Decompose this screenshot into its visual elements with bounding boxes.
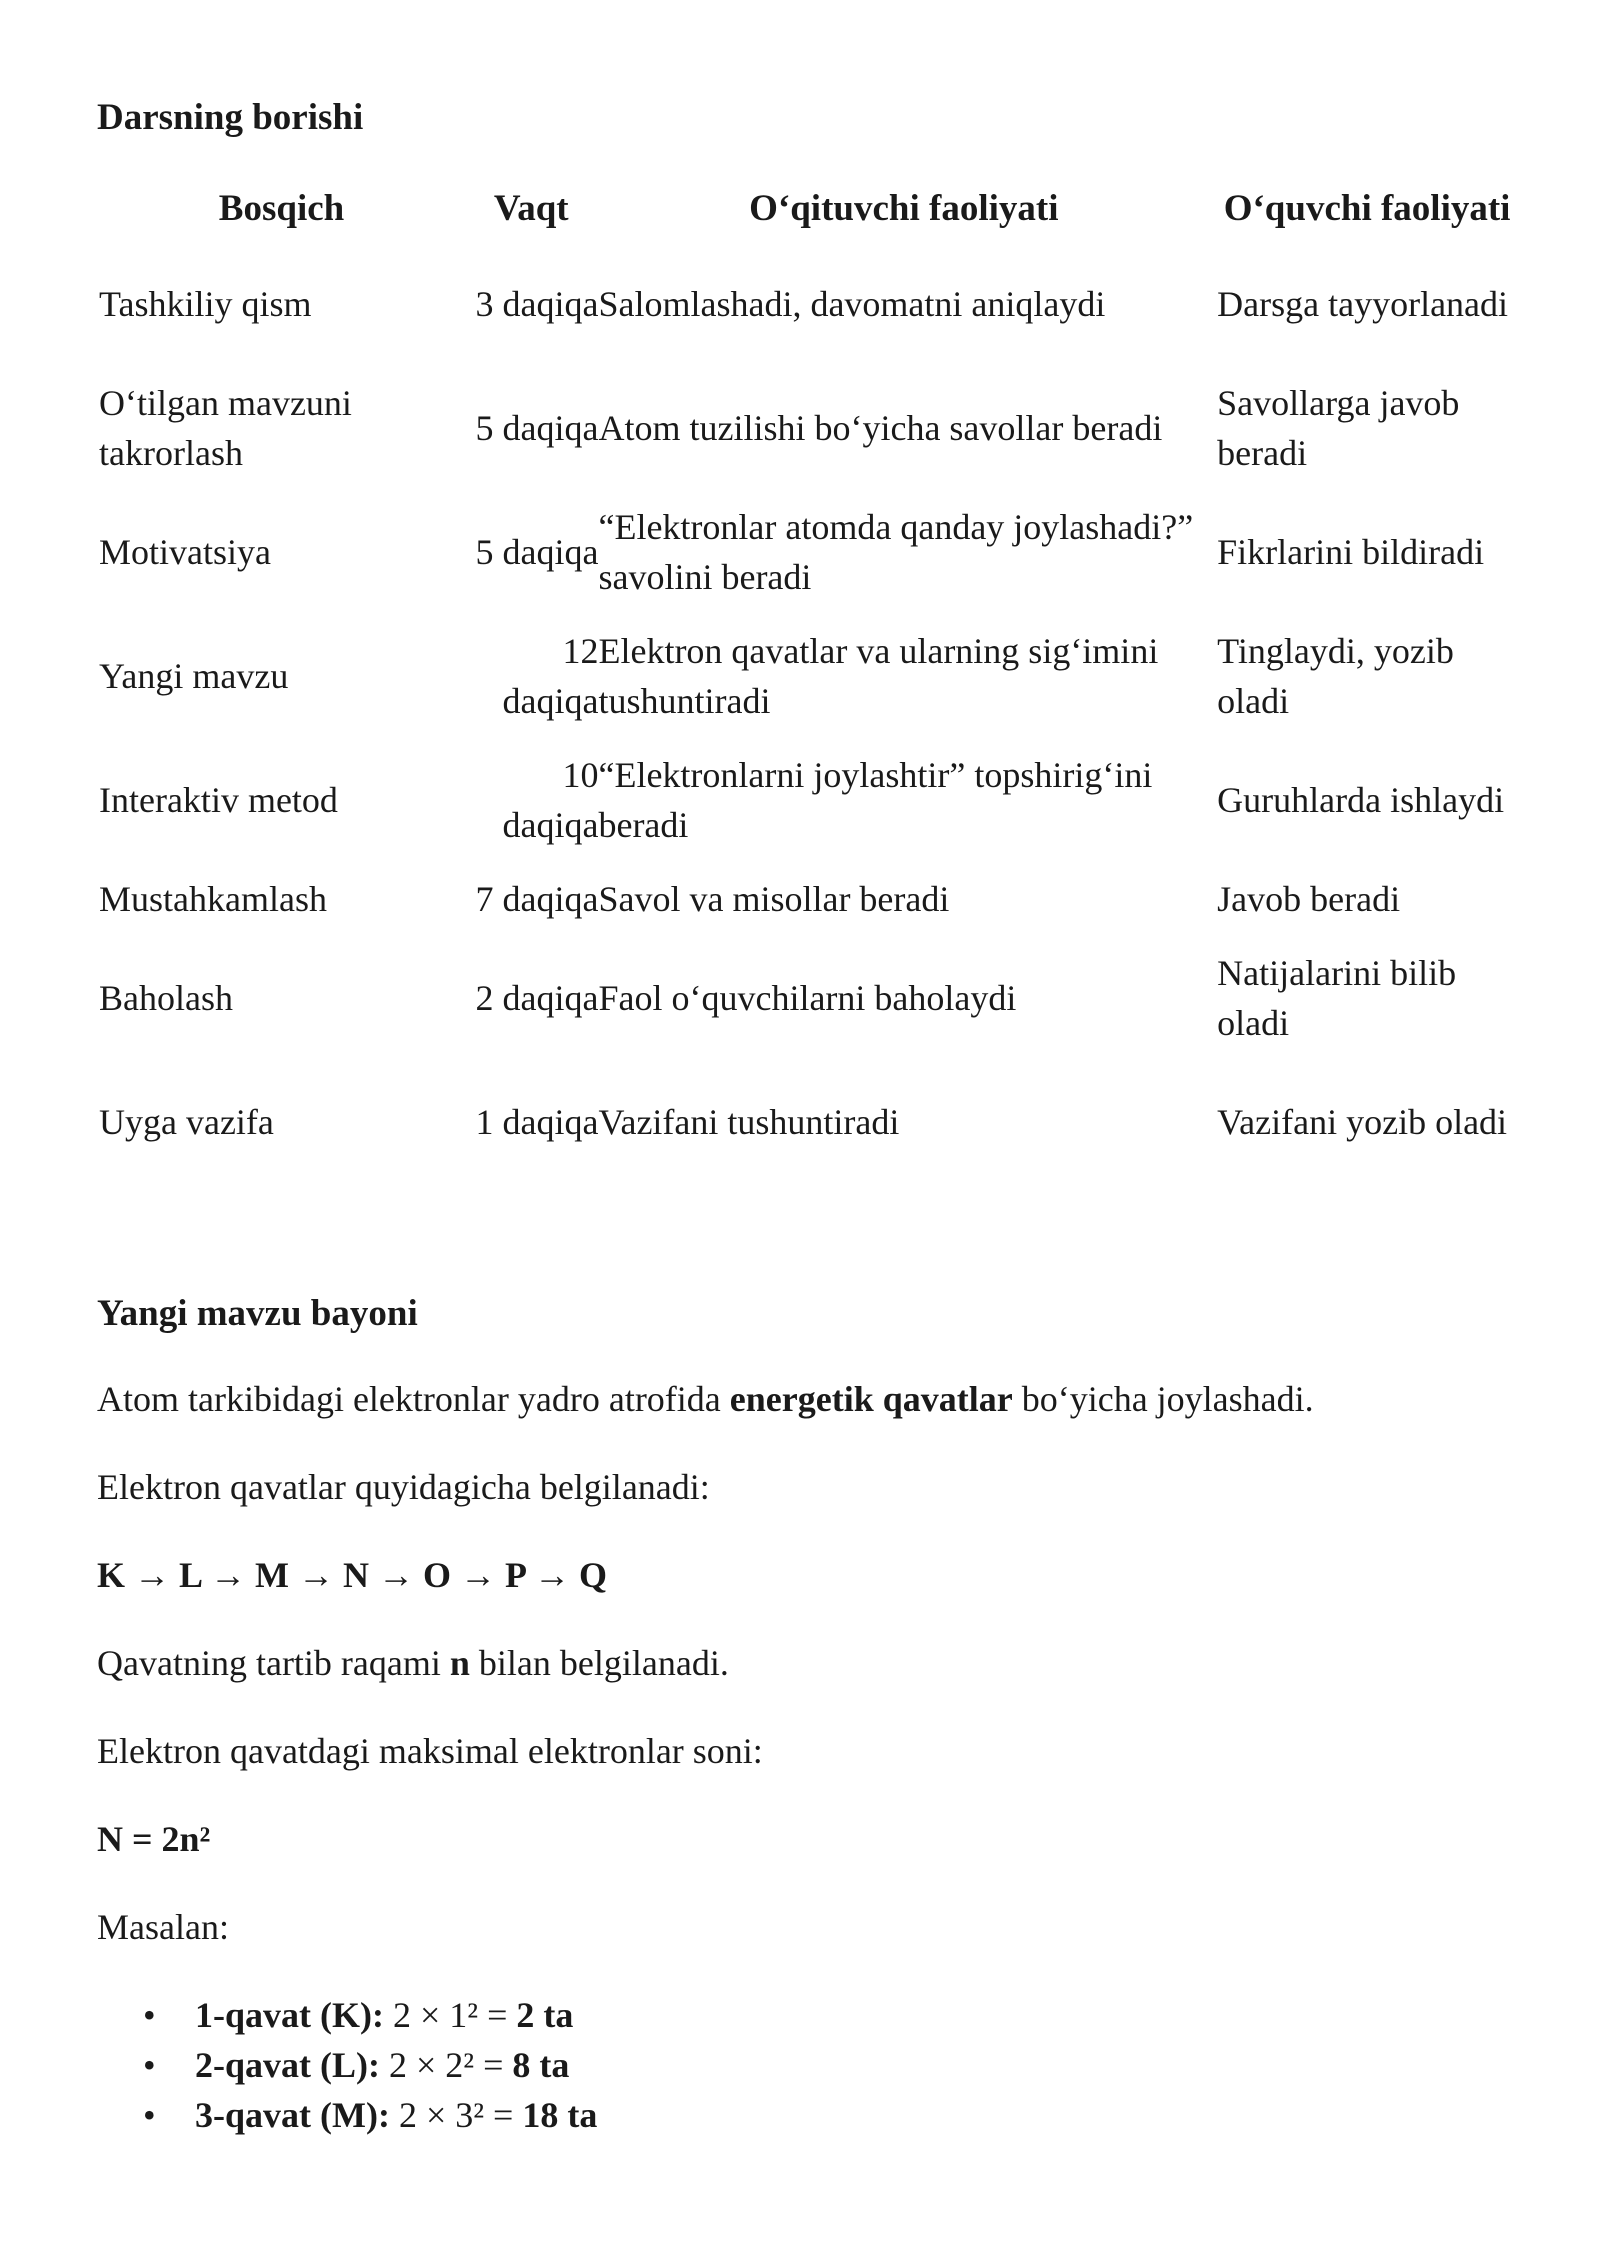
paragraph-electrons-layers	[97, 1378, 1314, 1420]
list-item	[97, 1990, 597, 2040]
paragraph-example-intro: Masalan:	[97, 1907, 229, 1947]
paragraph-text: bilan belgilanadi.	[469, 1643, 729, 1683]
cell-time: 5 daqiqa	[475, 408, 599, 448]
cell-time: 2 daqiqa	[475, 978, 599, 1018]
header-teacher-activity: O‘qituvchi faoliyati	[749, 188, 1059, 229]
cell-time: 1 daqiqa	[475, 1102, 599, 1142]
formula: N = 2n²	[97, 1819, 211, 1859]
paragraph-shell-number	[97, 1642, 729, 1684]
cell-stage: Uyga vazifa	[99, 1102, 274, 1142]
example-result: 8 ta	[512, 2045, 570, 2085]
cell-student: Darsga tayyorlanadi	[1217, 284, 1509, 324]
example-expression: 2 × 1² =	[383, 1995, 517, 2035]
lesson-plan-table	[97, 176, 1517, 1184]
cell-stage: Yangi mavzu	[99, 656, 289, 696]
example-expression: 2 × 2² =	[379, 2045, 513, 2085]
table-row	[97, 738, 1517, 862]
table-row	[97, 242, 1517, 366]
example-label: 1-qavat (K):	[195, 1995, 384, 2035]
paragraph-max-electrons: Elektron qavatdagi maksimal elektronlar soni:	[97, 1731, 763, 1771]
list-item	[97, 2040, 597, 2090]
bullet-icon: •	[143, 2095, 156, 2135]
cell-teacher: Atom tuzilishi bo‘yicha savollar beradi	[598, 408, 1163, 448]
bullet-icon: •	[143, 2045, 156, 2085]
cell-teacher: Vazifani tushuntiradi	[598, 1102, 900, 1142]
table-row	[97, 936, 1517, 1060]
cell-time: 7 daqiqa	[475, 879, 599, 919]
example-label: 3-qavat (M):	[195, 2095, 390, 2135]
example-result: 18 ta	[522, 2095, 598, 2135]
cell-stage: Motivatsiya	[99, 532, 271, 572]
cell-teacher: Faol o‘quvchilarni baholaydi	[598, 978, 1017, 1018]
cell-teacher: “Elektronlar atomda qanday joylashadi?” savolini beradi	[598, 507, 1194, 597]
cell-time: 10 daqiqa	[502, 755, 599, 845]
paragraph-bold-text: n	[449, 1643, 470, 1683]
bullet-icon: •	[143, 1995, 156, 2035]
table-row	[97, 366, 1517, 490]
shell-sequence: K → L → M → N → O → P → Q	[97, 1555, 608, 1595]
cell-stage: Tashkiliy qism	[99, 284, 312, 324]
cell-teacher: Elektron qavatlar va ularning sig‘imini tushuntiradi	[598, 631, 1159, 721]
examples-list	[97, 1990, 597, 2140]
cell-teacher: Savol va misollar beradi	[598, 879, 950, 919]
paragraph-shell-notation: Elektron qavatlar quyidagicha belgilanadi:	[97, 1467, 710, 1507]
paragraph-bold-text: energetik qavatlar	[729, 1379, 1013, 1419]
header-time: Vaqt	[493, 188, 569, 229]
list-item	[97, 2090, 597, 2140]
cell-student: Guruhlarda ishlaydi	[1217, 780, 1505, 820]
table-row	[97, 862, 1517, 936]
paragraph-text: bo‘yicha joylashadi.	[1012, 1379, 1314, 1419]
paragraph-text: Qavatning tartib raqami	[97, 1643, 450, 1683]
table-row	[97, 1060, 1517, 1184]
cell-stage: Baholash	[99, 978, 233, 1018]
cell-teacher: Salomlashadi, davomatni aniqlaydi	[598, 284, 1106, 324]
section-title-new-topic: Yangi mavzu bayoni	[97, 1293, 418, 1334]
header-stage: Bosqich	[218, 188, 345, 229]
header-student-activity: O‘quvchi faoliyati	[1223, 188, 1511, 229]
table-row	[97, 490, 1517, 614]
cell-student: Javob beradi	[1217, 879, 1401, 919]
paragraph-text: Atom tarkibidagi elektronlar yadro atrofida	[97, 1379, 730, 1419]
cell-stage: Interaktiv metod	[99, 780, 338, 820]
cell-student: Fikrlarini bildiradi	[1217, 532, 1485, 572]
cell-stage: Mustahkamlash	[99, 879, 327, 919]
cell-student: Natijalarini bilib oladi	[1217, 953, 1457, 1043]
cell-time: 3 daqiqa	[475, 284, 599, 324]
cell-teacher: “Elektronlarni joylashtir” topshirig‘ini beradi	[598, 755, 1153, 845]
section-title-lesson-flow: Darsning borishi	[97, 97, 364, 138]
cell-time: 12 daqiqa	[502, 631, 599, 721]
table-header-row	[97, 176, 1517, 242]
cell-stage: O‘tilgan mavzuni takrorlash	[99, 383, 352, 473]
cell-student: Savollarga javob beradi	[1217, 383, 1460, 473]
example-result: 2 ta	[516, 1995, 574, 2035]
cell-student: Tinglaydi, yozib oladi	[1217, 631, 1454, 721]
cell-student: Vazifani yozib oladi	[1217, 1102, 1508, 1142]
example-label: 2-qavat (L):	[195, 2045, 380, 2085]
table-row	[97, 614, 1517, 738]
example-expression: 2 × 3² =	[389, 2095, 523, 2135]
cell-time: 5 daqiqa	[475, 532, 599, 572]
